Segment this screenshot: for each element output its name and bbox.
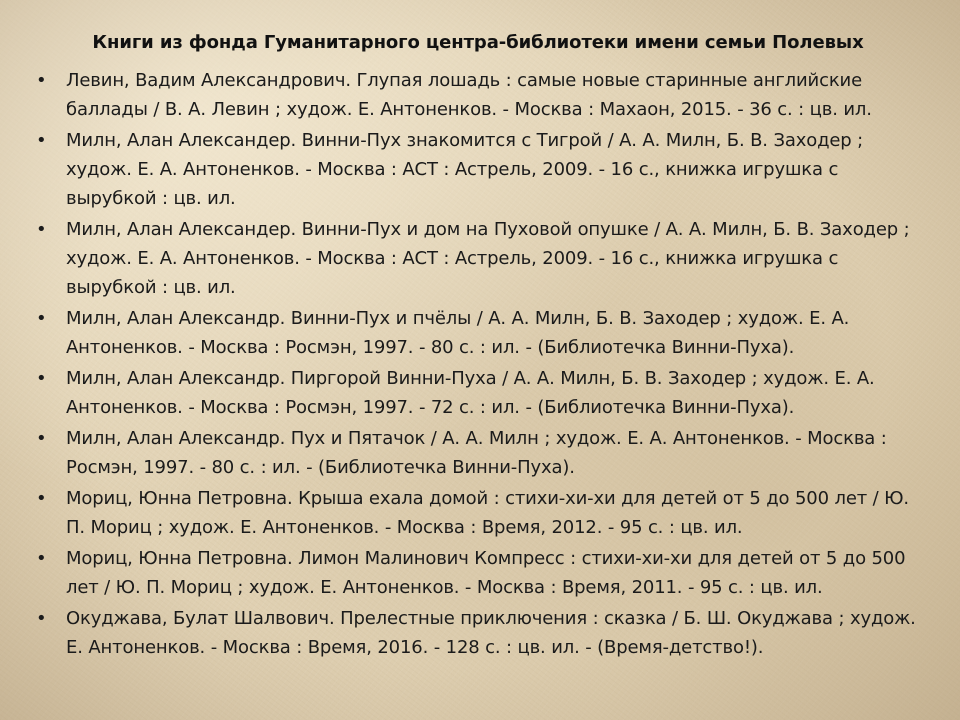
book-entry-text: Мориц, Юнна Петровна. Крыша ехала домой : стихи-хи-хи для детей от 5 до 500 лет / Ю. П. Мориц ; худож. Е. Антоненков. - Москва : Время, 2012. - 95 с. : цв. ил. <box>66 488 909 538</box>
book-entry-3 <box>30 215 926 302</box>
bullet-dot-icon: • <box>36 130 47 151</box>
book-entry-text: Милн, Алан Александр. Пух и Пятачок / А. А. Милн ; худож. Е. А. Антоненков. - Москва : Росмэн, 1997. - 80 с. : ил. - (Библиотечка Винни-Пуха). <box>66 428 887 478</box>
book-entry-1 <box>30 66 926 124</box>
bullet-dot-icon: • <box>36 608 47 629</box>
bullet-dot-icon: • <box>36 368 47 389</box>
bullet-dot-icon: • <box>36 488 47 509</box>
book-entry-text: Окуджава, Булат Шалвович. Прелестные приключения : сказка / Б. Ш. Окуджава ; худож. Е. Антоненков. - Москва : Время, 2016. - 128 с. : цв. ил. - (Время-детство!). <box>66 608 916 658</box>
book-entry-text: Милн, Алан Александр. Пиргорой Винни-Пуха / А. А. Милн, Б. В. Заходер ; худож. Е. А. Антоненков. - Москва : Росмэн, 1997. - 72 с. : ил. - (Библиотечка Винни-Пуха). <box>66 368 875 418</box>
book-entry-2 <box>30 126 926 213</box>
book-entry-6 <box>30 424 926 482</box>
bullet-dot-icon: • <box>36 308 47 329</box>
slide-title: Книги из фонда Гуманитарного центра-библиотеки имени семьи Полевых <box>92 32 864 53</box>
book-entry-text: Мориц, Юнна Петровна. Лимон Малинович Компресс : стихи-хи-хи для детей от 5 до 500 лет / Ю. П. Мориц ; худож. Е. Антоненков. - Москва : Время, 2011. - 95 с. : цв. ил. <box>66 548 906 598</box>
book-entry-text: Левин, Вадим Александрович. Глупая лошадь : самые новые старинные английские баллады / В. А. Левин ; худож. Е. Антоненков. - Москва : Махаон, 2015. - 36 с. : цв. ил. <box>66 70 872 120</box>
book-entry-text: Милн, Алан Александер. Винни-Пух и дом на Пуховой опушке / А. А. Милн, Б. В. Заходер ; худож. Е. А. Антоненков. - Москва : АСТ : Астрель, 2009. - 16 с., книжка игрушка с вырубкой : цв. ил. <box>66 219 910 298</box>
bullet-dot-icon: • <box>36 548 47 569</box>
book-entry-text: Милн, Алан Александр. Винни-Пух и пчёлы / А. А. Милн, Б. В. Заходер ; худож. Е. А. Антоненков. - Москва : Росмэн, 1997. - 80 с. : ил. - (Библиотечка Винни-Пуха). <box>66 308 850 358</box>
bullet-dot-icon: • <box>36 428 47 449</box>
book-entry-8 <box>30 544 926 602</box>
book-entry-7 <box>30 484 926 542</box>
bullet-dot-icon: • <box>36 70 47 91</box>
book-entry-9 <box>30 604 926 662</box>
book-list <box>30 66 926 662</box>
book-entry-5 <box>30 364 926 422</box>
book-entry-text: Милн, Алан Александер. Винни-Пух знакомится с Тигрой / А. А. Милн, Б. В. Заходер ; худож. Е. А. Антоненков. - Москва : АСТ : Астрель, 2009. - 16 с., книжка игрушка с вырубкой : цв. ил. <box>66 130 864 209</box>
bullet-dot-icon: • <box>36 219 47 240</box>
book-entry-4 <box>30 304 926 362</box>
